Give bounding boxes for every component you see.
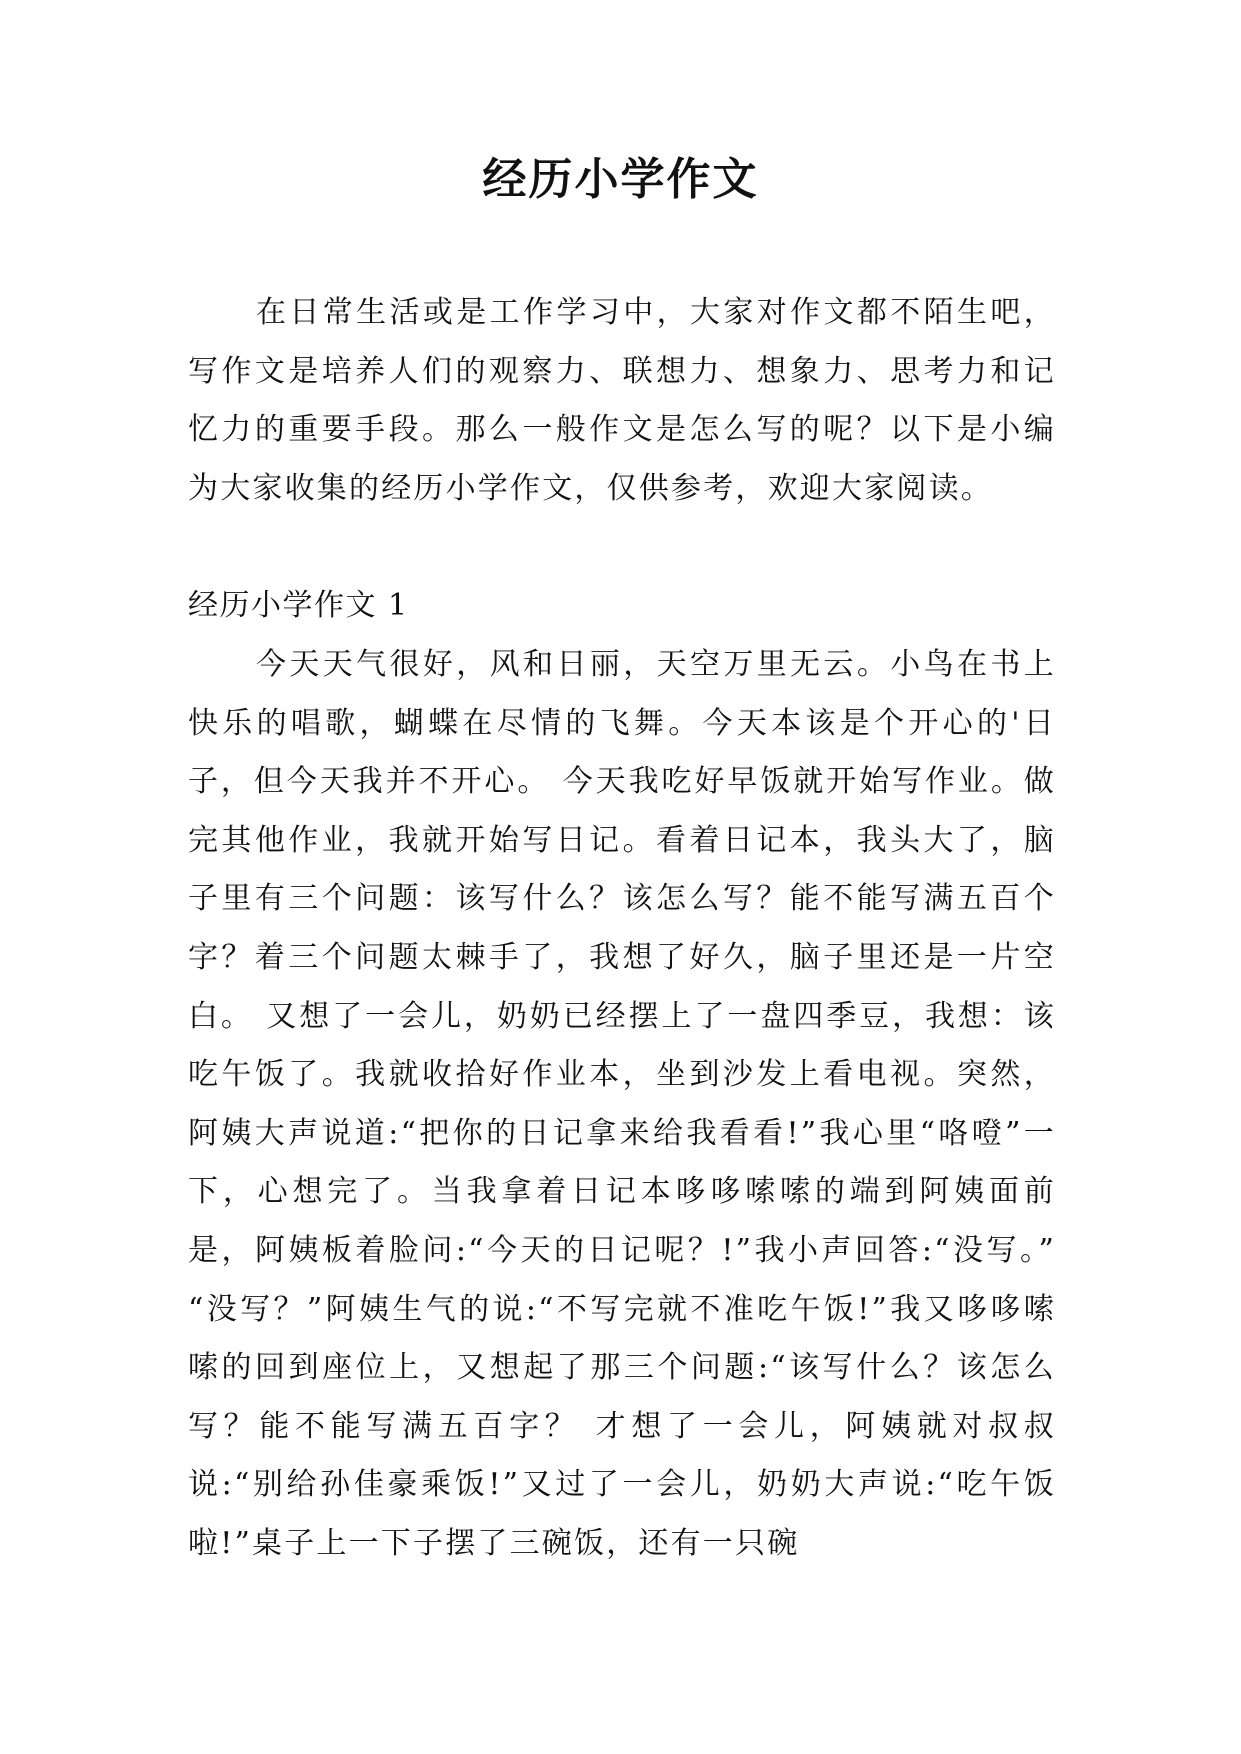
section-heading: 经历小学作文 1: [188, 588, 409, 623]
intro-paragraph: 在日常生活或是工作学习中，大家对作文都不陌生吧，写作文是培养人们的观察力、联想力、想象力、思考力和记忆力的重要手段。那么一般作文是怎么写的呢？以下是小编为大家收集的经历小学作文，仅供参考，欢迎大家阅读。: [188, 295, 1056, 506]
section-body-paragraph: 今天天气很好，风和日丽，天空万里无云。小鸟在书上快乐的唱歌，蝴蝶在尽情的飞舞。今天本该是个开心的'日子，但今天我并不开心。 今天我吃好早饭就开始写作业。做完其他作业，我就开始写日记。看着日记本，我头大了，脑子里有三个问题：该写什么？该怎么写？能不能写满五百个字？着三个问题太棘手了，我想了好久，脑子里还是一片空白。 又想了一会儿，奶奶已经摆上了一盘四季豆，我想：该吃午饭了。我就收拾好作业本，坐到沙发上看电视。突然，阿姨大声说道:“把你的日记拿来给我看看!”我心里“咯噔”一下，心想完了。当我拿着日记本哆哆嗦嗦的端到阿姨面前是，阿姨板着脸问:“今天的日记呢？!”我小声回答:“没写。” “没写？”阿姨生气的说:“不写完就不准吃午饭!”我又哆哆嗦嗦的回到座位上，又想起了那三个问题:“该写什么？该怎么写？能不能写满五百字？ 才想了一会儿，阿姨就对叔叔说:“别给孙佳豪乘饭!”又过了一会儿，奶奶大声说:“吃午饭啦!”桌子上一下子摆了三碗饭，还有一只碗: [188, 647, 1056, 1561]
document-title: 经历小学作文: [482, 154, 759, 205]
